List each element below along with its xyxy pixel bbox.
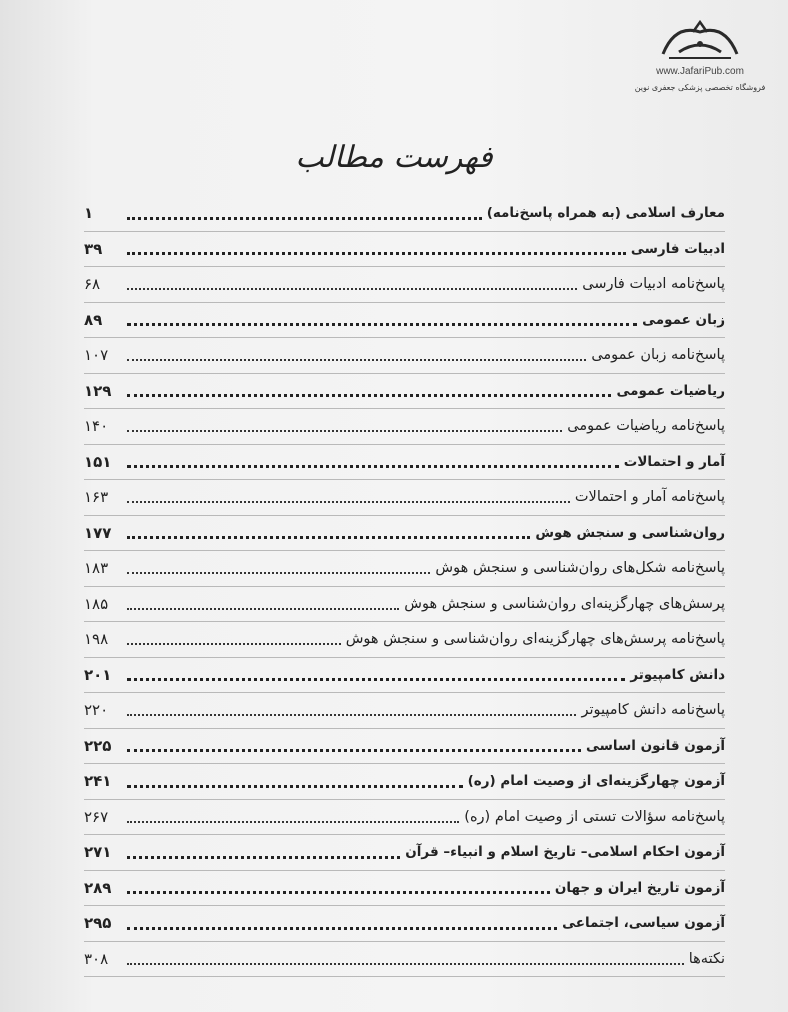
toc-entry-title: آزمون سیاسی، اجتماعی: [562, 915, 725, 932]
toc-row[interactable]: [84, 409, 725, 445]
toc-row[interactable]: [84, 587, 725, 623]
toc-row[interactable]: [84, 800, 725, 836]
toc-entry-title: پاسخ‌نامه ریاضیات عمومی: [567, 418, 725, 435]
toc-page-number: ۱: [84, 204, 94, 223]
toc-row[interactable]: [84, 658, 725, 694]
toc-entry-title: معارف اسلامی (به همراه پاسخ‌نامه): [486, 205, 725, 222]
dot-leader: [127, 785, 463, 788]
toc-entry-title: پاسخ‌نامه سؤالات تستی از وصیت امام (ره): [464, 808, 725, 825]
toc-row[interactable]: [84, 196, 725, 232]
publisher-emblem-icon: [655, 18, 745, 64]
toc-page-number: ۲۴۱: [84, 772, 112, 791]
toc-page-number: ۱۰۷: [84, 346, 109, 365]
dot-leader: [127, 608, 399, 610]
toc-row[interactable]: [84, 764, 725, 800]
toc-page-number: ۱۹۸: [84, 630, 109, 649]
dot-leader: [127, 678, 625, 681]
toc-entry-title: آمار و احتمالات: [623, 453, 725, 470]
toc-row[interactable]: [84, 445, 725, 481]
toc-page-number: ۱۴۰: [84, 417, 109, 436]
toc-page-number: ۲۶۷: [84, 807, 109, 826]
toc-row[interactable]: [84, 729, 725, 765]
page-title: فهرست مطالب: [295, 140, 493, 175]
dot-leader: [127, 394, 611, 397]
dot-leader: [127, 501, 570, 503]
dot-leader: [127, 856, 400, 859]
toc-page-number: ۸۹: [84, 310, 103, 329]
dot-leader: [127, 359, 586, 361]
toc-entry-title: ادبیات فارسی: [630, 240, 725, 257]
toc-page-number: ۱۶۳: [84, 488, 109, 507]
toc-entry-title: پاسخ‌نامه آمار و احتمالات: [574, 489, 725, 506]
toc-entry-title: آزمون چهارگزینه‌ای از وصیت امام (ره): [467, 773, 725, 790]
toc-row[interactable]: [84, 232, 725, 268]
toc-entry-title: پرسش‌های چهارگزینه‌ای روان‌شناسی و سنجش هوش: [404, 595, 725, 612]
toc-entry-title: ریاضیات عمومی: [616, 382, 725, 399]
toc-entry-title: آزمون قانون اساسی: [585, 737, 725, 754]
toc-row[interactable]: [84, 374, 725, 410]
dot-leader: [127, 252, 626, 255]
toc-page-number: ۱۸۳: [84, 559, 109, 578]
dot-leader: [127, 217, 482, 220]
toc-page-number: ۲۹۵: [84, 914, 112, 933]
dot-leader: [127, 643, 341, 645]
toc-page-number: ۱۲۹: [84, 381, 112, 400]
toc-page-number: ۱۷۷: [84, 523, 112, 542]
dot-leader: [127, 749, 581, 752]
toc-entry-title: پاسخ‌نامه شکل‌های روان‌شناسی و سنجش هوش: [435, 560, 725, 577]
toc-row[interactable]: [84, 338, 725, 374]
dot-leader: [127, 891, 550, 894]
toc-row[interactable]: [84, 516, 725, 552]
toc-entry-title: پاسخ‌نامه زبان عمومی: [591, 347, 725, 364]
toc-row[interactable]: [84, 480, 725, 516]
toc-row[interactable]: [84, 871, 725, 907]
toc-row[interactable]: [84, 942, 725, 978]
dot-leader: [127, 465, 619, 468]
publisher-logo: [630, 18, 770, 98]
toc-page-number: ۱۸۵: [84, 594, 109, 613]
publisher-tagline: فروشگاه تخصصی پزشکی جعفری نوین: [634, 83, 766, 92]
dot-leader: [127, 288, 577, 290]
dot-leader: [127, 430, 562, 432]
dot-leader: [127, 572, 430, 574]
dot-leader: [127, 963, 684, 965]
toc-entry-title: آزمون احکام اسلامی– تاریخ اسلام و انبیاء– قرآن: [405, 844, 725, 861]
toc-page-number: ۲۰۱: [84, 665, 112, 684]
toc-row[interactable]: [84, 906, 725, 942]
toc-entry-title: پاسخ‌نامه دانش کامپیوتر: [581, 702, 725, 719]
toc-row[interactable]: [84, 693, 725, 729]
toc-page-number: ۲۲۵: [84, 736, 112, 755]
dot-leader: [127, 536, 530, 539]
toc-entry-title: پاسخ‌نامه پرسش‌های چهارگزینه‌ای روان‌شناسی و سنجش هوش: [345, 631, 725, 648]
toc-page-number: ۲۲۰: [84, 701, 109, 720]
toc-page-number: ۶۸: [84, 275, 101, 294]
toc-page-number: ۳۰۸: [84, 949, 109, 968]
publisher-url[interactable]: www.JafariPub.com: [656, 66, 744, 77]
dot-leader: [127, 927, 557, 930]
toc-row[interactable]: [84, 303, 725, 339]
dot-leader: [127, 323, 637, 326]
toc-row[interactable]: [84, 622, 725, 658]
toc-entry-title: پاسخ‌نامه ادبیات فارسی: [582, 276, 725, 293]
toc-entry-title: آزمون تاریخ ایران و جهان: [554, 879, 725, 896]
table-of-contents: [84, 196, 725, 977]
toc-row[interactable]: [84, 835, 725, 871]
toc-page-number: ۲۷۱: [84, 843, 112, 862]
toc-entry-title: نکته‌ها: [688, 950, 725, 967]
toc-row[interactable]: [84, 267, 725, 303]
toc-page-number: ۲۸۹: [84, 878, 112, 897]
toc-row[interactable]: [84, 551, 725, 587]
toc-page-number: ۳۹: [84, 239, 103, 258]
toc-entry-title: زبان عمومی: [642, 311, 725, 328]
toc-entry-title: دانش کامپیوتر: [630, 666, 725, 683]
dot-leader: [127, 714, 576, 716]
toc-page-number: ۱۵۱: [84, 452, 112, 471]
toc-entry-title: روان‌شناسی و سنجش هوش: [535, 524, 725, 541]
dot-leader: [127, 821, 459, 823]
